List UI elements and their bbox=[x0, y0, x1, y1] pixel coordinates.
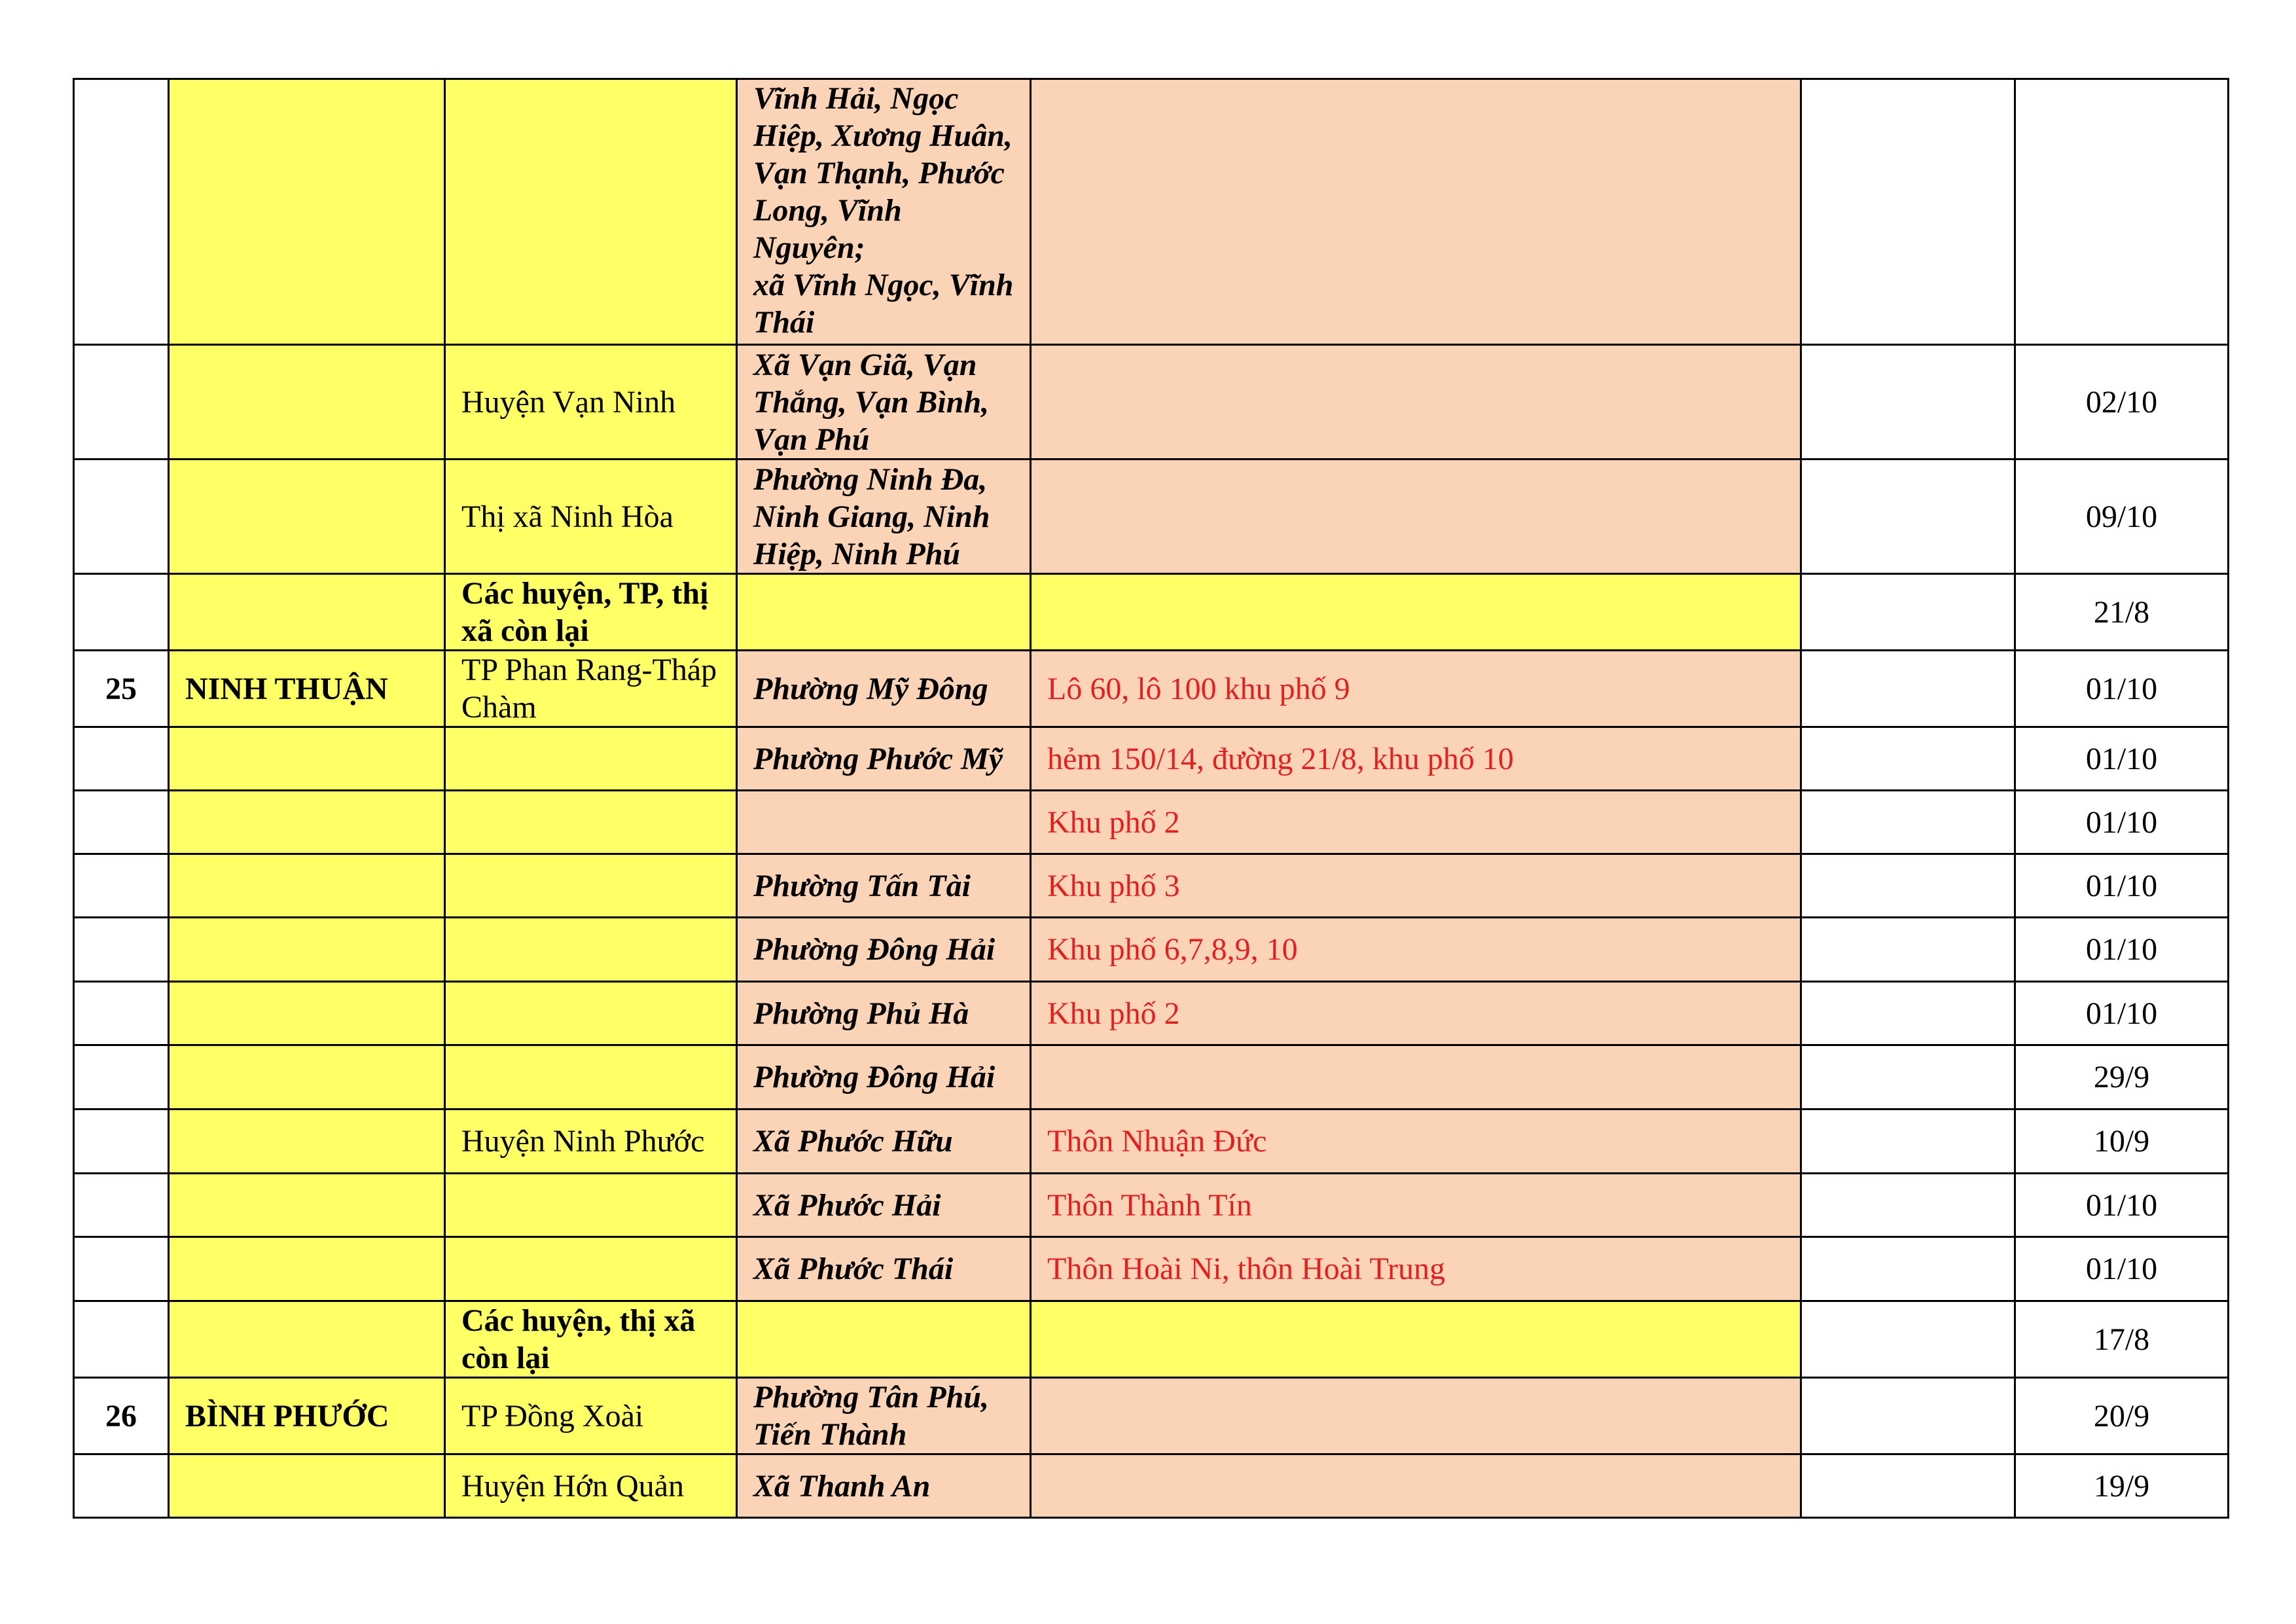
table-row bbox=[74, 1045, 2229, 1110]
cell-date: 20/9 bbox=[2015, 1378, 2229, 1454]
outbreak-areas-table bbox=[73, 78, 2229, 1519]
cell-province bbox=[169, 1174, 445, 1237]
table-row bbox=[74, 651, 2229, 727]
cell-ward: Phường Phước Mỹ bbox=[737, 727, 1031, 791]
cell-area: Khu phố 6,7,8,9, 10 bbox=[1031, 918, 1801, 982]
table-row bbox=[74, 854, 2229, 918]
cell-date: 09/10 bbox=[2015, 460, 2229, 574]
cell-no bbox=[74, 1301, 169, 1378]
cell-district: TP Phan Rang-Tháp Chàm bbox=[445, 651, 737, 727]
cell-date: 29/9 bbox=[2015, 1045, 2229, 1110]
cell-province bbox=[169, 1110, 445, 1174]
cell-blank bbox=[1801, 574, 2015, 651]
cell-area: Thôn Thành Tín bbox=[1031, 1174, 1801, 1237]
cell-province bbox=[169, 1301, 445, 1378]
cell-district bbox=[445, 854, 737, 918]
cell-blank bbox=[1801, 345, 2015, 460]
cell-no: 26 bbox=[74, 1378, 169, 1454]
cell-blank bbox=[1801, 1301, 2015, 1378]
cell-ward: Xã Thanh An bbox=[737, 1454, 1031, 1518]
cell-date: 01/10 bbox=[2015, 1174, 2229, 1237]
cell-date: 01/10 bbox=[2015, 727, 2229, 791]
cell-no bbox=[74, 791, 169, 854]
cell-no bbox=[74, 345, 169, 460]
cell-blank bbox=[1801, 854, 2015, 918]
cell-blank bbox=[1801, 651, 2015, 727]
cell-no bbox=[74, 574, 169, 651]
cell-area: Khu phố 2 bbox=[1031, 791, 1801, 854]
table-row bbox=[74, 1237, 2229, 1301]
cell-province bbox=[169, 982, 445, 1045]
cell-area bbox=[1031, 1045, 1801, 1110]
cell-date: 02/10 bbox=[2015, 345, 2229, 460]
table-row bbox=[74, 982, 2229, 1045]
cell-district: Huyện Hớn Quản bbox=[445, 1454, 737, 1518]
cell-blank bbox=[1801, 1174, 2015, 1237]
cell-province bbox=[169, 918, 445, 982]
cell-province bbox=[169, 791, 445, 854]
cell-district: TP Đồng Xoài bbox=[445, 1378, 737, 1454]
cell-ward: Xã Phước Thái bbox=[737, 1237, 1031, 1301]
cell-district bbox=[445, 727, 737, 791]
cell-no bbox=[74, 1454, 169, 1518]
cell-date: 01/10 bbox=[2015, 791, 2229, 854]
cell-no bbox=[74, 1174, 169, 1237]
cell-province bbox=[169, 1045, 445, 1110]
cell-ward bbox=[737, 1301, 1031, 1378]
cell-blank bbox=[1801, 727, 2015, 791]
cell-district bbox=[445, 1045, 737, 1110]
cell-province bbox=[169, 854, 445, 918]
cell-blank bbox=[1801, 1110, 2015, 1174]
cell-province bbox=[169, 460, 445, 574]
cell-district: Huyện Ninh Phước bbox=[445, 1110, 737, 1174]
cell-area bbox=[1031, 574, 1801, 651]
cell-province: BÌNH PHƯỚC bbox=[169, 1378, 445, 1454]
cell-province bbox=[169, 574, 445, 651]
table-row bbox=[74, 918, 2229, 982]
cell-date: 19/9 bbox=[2015, 1454, 2229, 1518]
cell-area bbox=[1031, 1378, 1801, 1454]
cell-no bbox=[74, 982, 169, 1045]
cell-date: 01/10 bbox=[2015, 651, 2229, 727]
table-row bbox=[74, 727, 2229, 791]
cell-date: 01/10 bbox=[2015, 982, 2229, 1045]
cell-no bbox=[74, 460, 169, 574]
cell-no bbox=[74, 727, 169, 791]
cell-district bbox=[445, 982, 737, 1045]
table-row bbox=[74, 574, 2229, 651]
cell-district: Các huyện, TP, thị xã còn lại bbox=[445, 574, 737, 651]
cell-blank bbox=[1801, 1045, 2015, 1110]
cell-date: 01/10 bbox=[2015, 918, 2229, 982]
cell-date bbox=[2015, 79, 2229, 345]
cell-district bbox=[445, 79, 737, 345]
table-row bbox=[74, 1454, 2229, 1518]
cell-district bbox=[445, 918, 737, 982]
cell-province bbox=[169, 1237, 445, 1301]
cell-blank bbox=[1801, 79, 2015, 345]
table-row bbox=[74, 1174, 2229, 1237]
cell-ward: Phường Tân Phú, Tiến Thành bbox=[737, 1378, 1031, 1454]
cell-province bbox=[169, 727, 445, 791]
cell-district bbox=[445, 791, 737, 854]
cell-ward bbox=[737, 791, 1031, 854]
cell-no bbox=[74, 854, 169, 918]
cell-ward: Xã Phước Hữu bbox=[737, 1110, 1031, 1174]
cell-date: 01/10 bbox=[2015, 854, 2229, 918]
cell-area: Lô 60, lô 100 khu phố 9 bbox=[1031, 651, 1801, 727]
cell-district: Huyện Vạn Ninh bbox=[445, 345, 737, 460]
cell-blank bbox=[1801, 1378, 2015, 1454]
cell-ward: Phường Tấn Tài bbox=[737, 854, 1031, 918]
cell-no: 25 bbox=[74, 651, 169, 727]
cell-ward: Phường Mỹ Đông bbox=[737, 651, 1031, 727]
cell-date: 21/8 bbox=[2015, 574, 2229, 651]
cell-district bbox=[445, 1237, 737, 1301]
cell-area: Khu phố 2 bbox=[1031, 982, 1801, 1045]
cell-district: Các huyện, thị xã còn lại bbox=[445, 1301, 737, 1378]
cell-area: Thôn Hoài Ni, thôn Hoài Trung bbox=[1031, 1237, 1801, 1301]
cell-blank bbox=[1801, 460, 2015, 574]
cell-district: Thị xã Ninh Hòa bbox=[445, 460, 737, 574]
cell-province bbox=[169, 345, 445, 460]
cell-province bbox=[169, 1454, 445, 1518]
cell-no bbox=[74, 918, 169, 982]
table-row bbox=[74, 791, 2229, 854]
cell-province bbox=[169, 79, 445, 345]
table-row bbox=[74, 460, 2229, 574]
cell-ward: Phường Đông Hải bbox=[737, 918, 1031, 982]
cell-blank bbox=[1801, 1454, 2015, 1518]
cell-area bbox=[1031, 79, 1801, 345]
cell-no bbox=[74, 1045, 169, 1110]
cell-area bbox=[1031, 1454, 1801, 1518]
cell-district bbox=[445, 1174, 737, 1237]
cell-no bbox=[74, 1110, 169, 1174]
cell-area: Khu phố 3 bbox=[1031, 854, 1801, 918]
cell-date: 10/9 bbox=[2015, 1110, 2229, 1174]
cell-blank bbox=[1801, 982, 2015, 1045]
table-row bbox=[74, 1301, 2229, 1378]
table-row bbox=[74, 79, 2229, 345]
table-row bbox=[74, 1110, 2229, 1174]
cell-date: 17/8 bbox=[2015, 1301, 2229, 1378]
cell-ward: Phường Phủ Hà bbox=[737, 982, 1031, 1045]
cell-area bbox=[1031, 345, 1801, 460]
cell-no bbox=[74, 1237, 169, 1301]
cell-province: NINH THUẬN bbox=[169, 651, 445, 727]
cell-ward: Vĩnh Hải, Ngọc Hiệp, Xương Huân, Vạn Thạnh, Phước Long, Vĩnh Nguyên; xã Vĩnh Ngọc, Vĩnh Thái bbox=[737, 79, 1031, 345]
cell-ward: Phường Ninh Đa, Ninh Giang, Ninh Hiệp, Ninh Phú bbox=[737, 460, 1031, 574]
cell-blank bbox=[1801, 918, 2015, 982]
cell-area bbox=[1031, 1301, 1801, 1378]
cell-blank bbox=[1801, 1237, 2015, 1301]
cell-ward: Xã Vạn Giã, Vạn Thắng, Vạn Bình, Vạn Phú bbox=[737, 345, 1031, 460]
cell-ward bbox=[737, 574, 1031, 651]
cell-area bbox=[1031, 460, 1801, 574]
cell-no bbox=[74, 79, 169, 345]
cell-date: 01/10 bbox=[2015, 1237, 2229, 1301]
table-row bbox=[74, 345, 2229, 460]
cell-ward: Phường Đông Hải bbox=[737, 1045, 1031, 1110]
cell-blank bbox=[1801, 791, 2015, 854]
cell-area: hẻm 150/14, đường 21/8, khu phố 10 bbox=[1031, 727, 1801, 791]
cell-area: Thôn Nhuận Đức bbox=[1031, 1110, 1801, 1174]
cell-ward: Xã Phước Hải bbox=[737, 1174, 1031, 1237]
table-row bbox=[74, 1378, 2229, 1454]
